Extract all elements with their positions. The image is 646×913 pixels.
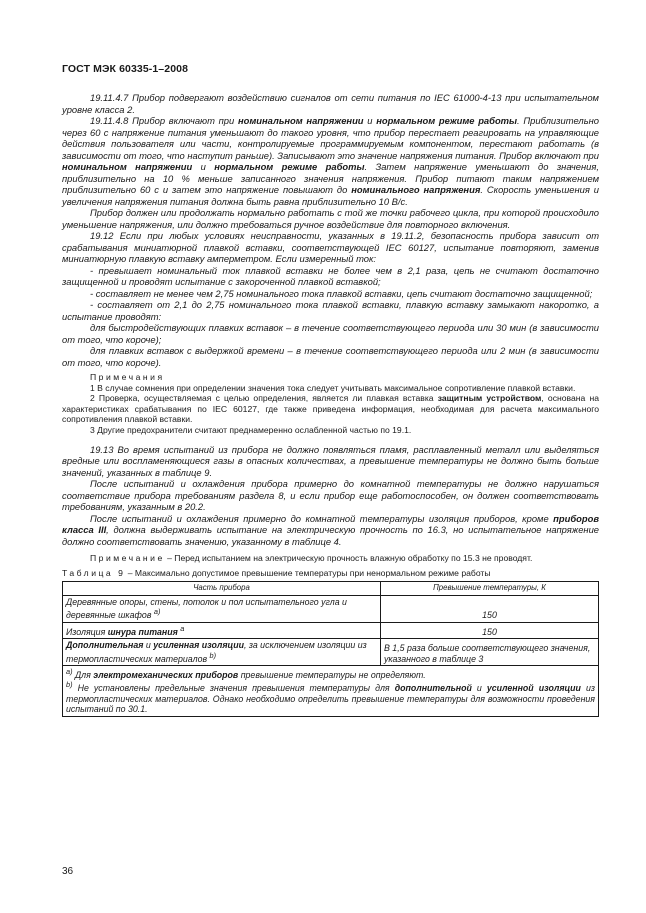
term-rated-voltage: номинального напряжения [351, 184, 481, 195]
text-span: После испытаний и охлаждения примерно до комнатной температуры изоляция приборов, кроме [90, 512, 554, 524]
table-9 [62, 581, 599, 717]
text-span: и [363, 115, 377, 126]
paragraph-19-12: 19.12 Если при любых условиях неисправности, указанных в 19.11.2, безопасность прибора зависит от срабатывания миниатюрной плавкой вставки, соответствующей IEC 60127, испытание повторяют, заменив миниатюрную плавкую вставку амперметром. Если измеренный ток: [62, 230, 599, 264]
footnote-b [66, 680, 595, 714]
paragraph-insulation [62, 513, 599, 548]
table-footnotes-row [63, 666, 599, 717]
term-reinforced-insulation: усиленная изоляции [153, 640, 244, 651]
table-row [63, 639, 599, 666]
paragraph-delay-fuses: для плавких вставок с выдержкой времени – в течение соответствующего периода или 2 мин (в зависимости от того, что короче). [62, 345, 599, 368]
column-header-part: Часть прибора [63, 582, 381, 596]
text-span: 2 Проверка, осуществляемая с целью определения, является ли плавкая вставка [90, 393, 438, 404]
table-cell: В 1,5 раза больше соответствующего значения, указанного в таблице 3 [381, 639, 599, 666]
note-humidity [62, 553, 599, 564]
footnote-mark: a) [66, 667, 73, 677]
footnote-ref: a [180, 623, 185, 633]
paragraph-19-11-4-7: 19.11.4.7 Прибор подвергают воздействию сигналов от сети питания по IEC 61000-4-13 при испытательном уровне класса 2. [62, 92, 599, 115]
paragraph-restart: Прибор должен или продолжать нормально работать с той же точки рабочего цикла, при которой происходило уменьшение напряжения, или должно требоваться ручное воздействие для повторного включения. [62, 207, 599, 230]
term-rated-voltage: номинальном напряжении [237, 115, 364, 126]
term-normal-operation: нормальном режиме работы [214, 161, 365, 172]
paragraph-after-tests: После испытаний и охлаждения прибора примерно до комнатной температуры не должно нарушаться соответствие прибора требованиям раздела 8, и если прибор еще работоспособен, он должен соответствовать требованиям, указанным в 20.2. [62, 478, 599, 513]
list-item-fuse-2: - составляет не менее чем 2,75 номинального тока плавкой вставки, цепь считают достаточно защищенной; [90, 287, 593, 299]
text-span: , должна выдерживать испытание на электрическую прочность по 16.3, но испытательное напряжение должно соответствовать значению, указанному в таблице 4. [62, 524, 599, 547]
term-protective-device: защитным устройством [437, 393, 542, 404]
table-cell [63, 622, 381, 638]
footnote-mark: b) [66, 680, 73, 690]
document-header: ГОСТ МЭК 60335-1–2008 [62, 63, 189, 75]
notes-title [62, 372, 599, 383]
term-class-iii: приборов класса III [62, 512, 599, 536]
list-item-fuse-3: - составляет от 2,1 до 2,75 номинального тока плавкой вставки, плавкую вставку замыкают накоротко, а испытание проводят: [62, 299, 599, 322]
note-text: – Перед испытанием на электрическую прочность влажную обработку по 15.3 не проводят. [164, 553, 533, 564]
table-title: – Максимально допустимое превышение температуры при ненормальном режиме работы [125, 567, 491, 578]
cell-text: из термопластических материалов. Однако необходимо определить превышение температуры для возможности проведения испытаний по 30.1. [66, 683, 595, 715]
term-supply-cord: шнура питания [107, 626, 178, 637]
table-cell: 150 [381, 595, 599, 622]
document-body [62, 92, 599, 717]
term-reinforced-insulation: усиленной изоляции [486, 683, 581, 694]
footnote-a [66, 667, 595, 680]
note-1: 1 В случае сомнения при определении значения тока следует учитывать максимальное сопротивление плавкой вставки. [90, 382, 576, 393]
paragraph-19-11-4-8 [62, 115, 599, 207]
note-label: Примечание [90, 553, 165, 564]
table-footnotes [63, 666, 599, 717]
table-cell: 150 [381, 622, 599, 638]
cell-text: превышение температуры не определяют. [238, 669, 426, 680]
column-header-temperature: Превышение температуры, К [381, 582, 599, 596]
text-span: 19.11.4.8 Прибор включают при [90, 115, 238, 126]
table-number: Таблица 9 [62, 567, 126, 578]
table-row [63, 622, 599, 638]
cell-text: Изоляция [66, 626, 108, 637]
text-span: и [192, 161, 215, 172]
term-electromechanical: электромеханических приборов [93, 669, 239, 680]
list-item-fuse-1: - превышает номинальный ток плавкой вставки не более чем в 2,1 раза, цепь не считают достаточно защищенной и проводят испытание с закороченной плавкой вставкой; [62, 264, 599, 287]
table-cell [63, 639, 381, 666]
paragraph-19-13: 19.13 Во время испытаний из прибора не должно появляться пламя, расплавленный металл или выделяться вредные или воспламеняющиеся газы в опасных количествах, а превышение температуры не должно быть больше значений, указанных в таблице 9. [62, 443, 599, 478]
term-normal-operation: нормальном режиме работы [376, 115, 518, 126]
cell-text: Деревянные опоры, стены, потолок и пол испытательного угла и деревянные шкафов [66, 596, 347, 621]
paragraph-fast-fuses: для быстродействующих плавких вставок – в течение соответствующего периода или 30 мин (в зависимости от того, что короче); [62, 322, 599, 345]
table-row [63, 595, 599, 622]
cell-text: и [143, 640, 154, 651]
cell-text: Не установлены предельные значения превышения температуры для [72, 683, 395, 694]
text-span: , основана на характеристиках срабатывания по IEC 60127, где также приведена информация, необходимая для расчета максимального сопротивления плавкой вставки. [62, 393, 599, 425]
footnote-ref: b) [209, 650, 217, 660]
notes-heading: Примечания [90, 372, 165, 382]
term-supplementary-insulation: Дополнительная [66, 640, 144, 651]
page-number: 36 [62, 866, 74, 877]
cell-text: , за исключением изоляции из термопластических материалов [66, 640, 367, 664]
text-span: . Затем напряжение уменьшают до значения, приблизительно на 10 % меньше записанного значения напряжения. Прибор питают таким напряжением приблизительно 60 с и затем это напряжение повышают до [62, 161, 599, 195]
term-supplementary: дополнительной [394, 683, 472, 694]
note-3: 3 Другие предохранители считают преднамеренно ослабленной частью по 19.1. [90, 424, 412, 435]
cell-text: Для [72, 669, 94, 680]
cell-text: и [471, 683, 487, 694]
table-caption [62, 568, 599, 579]
footnote-ref: a) [153, 607, 161, 617]
text-span: . Скорость уменьшения и увеличения напряжения питания должна быть равна приблизительно 10 В/с. [62, 184, 599, 207]
table-header-row [63, 582, 599, 596]
text-span: . Приблизительно через 60 с напряжение питания уменьшают до такого уровня, что прибор перестает реагировать на управляющие действия пользователя или части, контролируемые программируемым компонентом, перестают работать (в зависимости от того, что наступит раньше). Записывают это значение напряжения питания. Прибор включают при [62, 115, 600, 161]
table-cell [63, 595, 381, 622]
note-2 [62, 393, 599, 425]
term-rated-voltage: номинальном напряжении [62, 161, 193, 172]
